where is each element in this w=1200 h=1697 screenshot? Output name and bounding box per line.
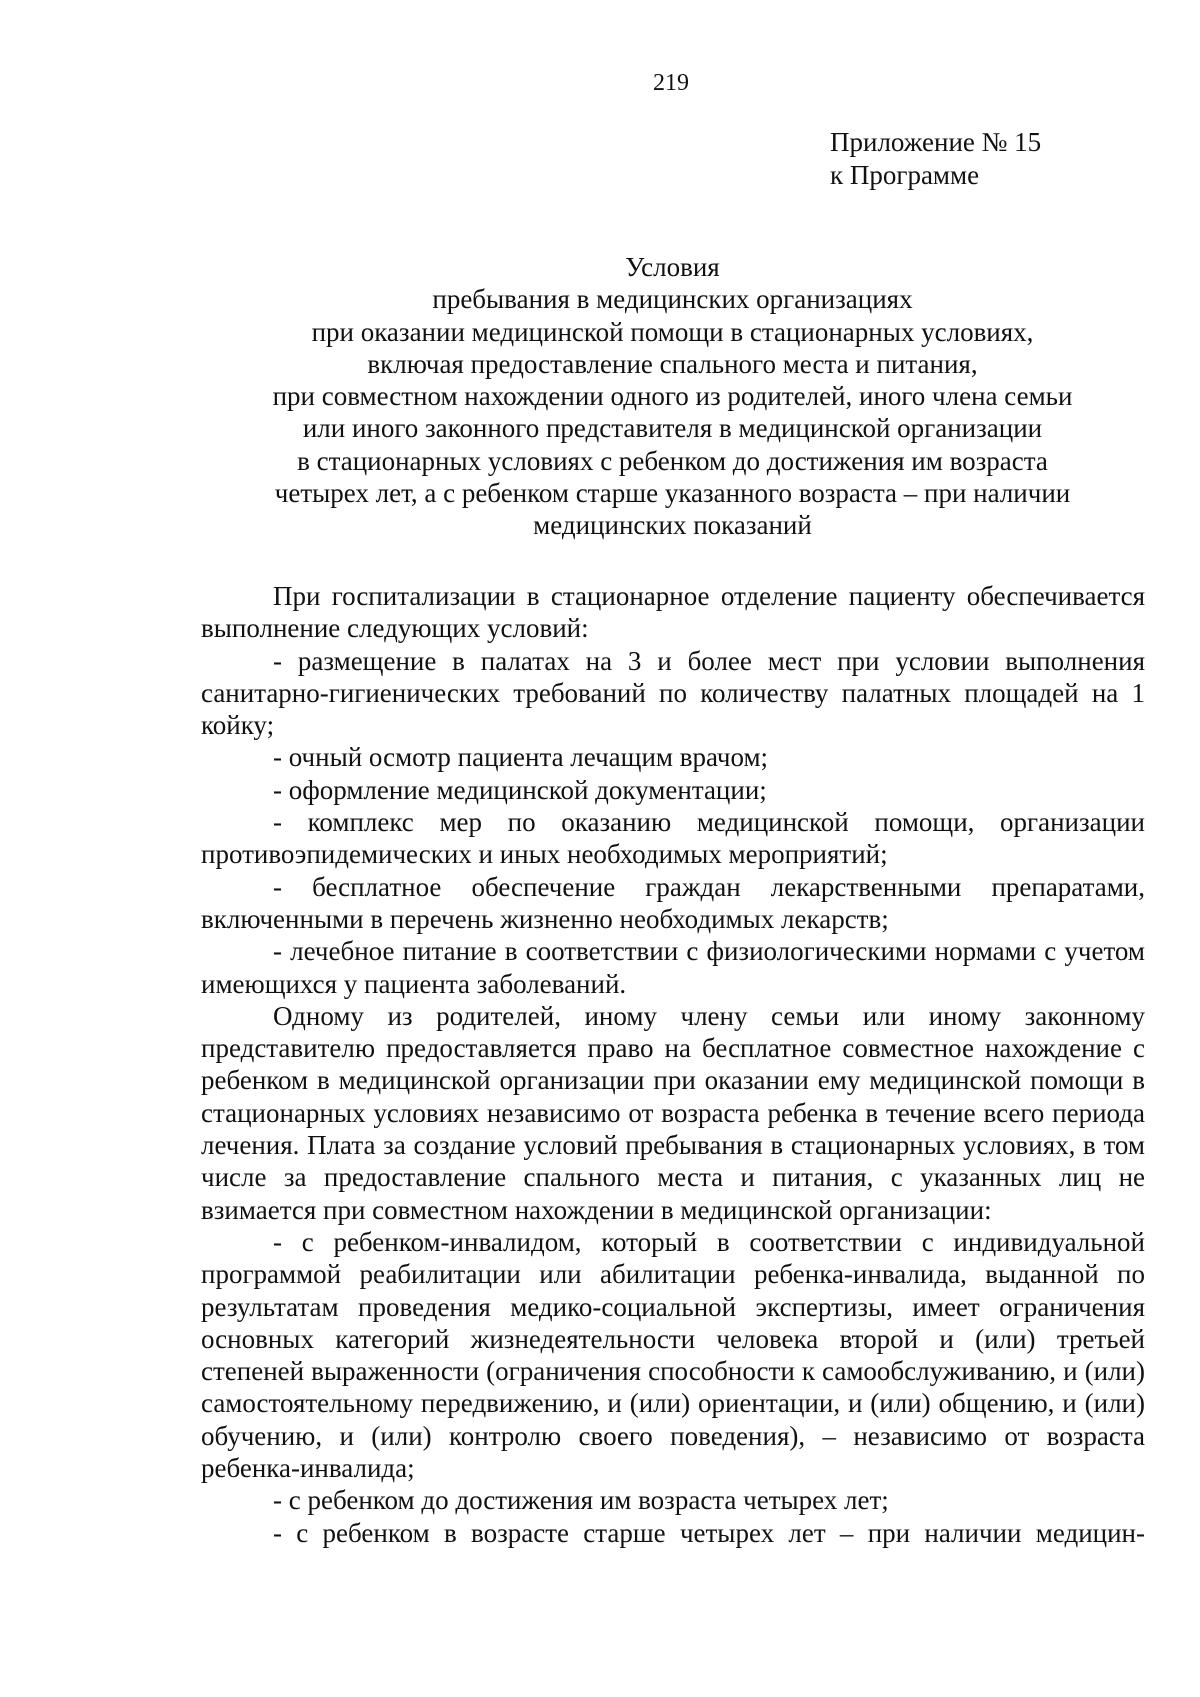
appendix-reference [830, 126, 1041, 192]
document-title [200, 251, 1145, 542]
title-line: четырех лет, а с ребенком старше указанного возраста – при наличии [274, 478, 1071, 509]
list-item-examination: - очный осмотр пациента лечащим врачом; [273, 742, 769, 773]
list-item-nutrition: - лечебное питание в соответствии с физиологическими нормами с учетом имеющихся у пациента заболеваний. [201, 936, 1145, 999]
title-line: в стационарных условиях с ребенком до достижения им возраста [297, 445, 1048, 476]
list-item-medicines: - бесплатное обеспечение граждан лекарственными препаратами, включенными в перечень жизненно необходимых лекарств; [201, 871, 1145, 934]
title-line: пребывания в медицинских организациях [432, 284, 913, 315]
list-item-child-under-four: - с ребенком до достижения им возраста четырех лет; [273, 1485, 889, 1516]
page-number: 219 [653, 70, 689, 96]
title-line: включая предоставление спального места и питания, [367, 348, 978, 379]
list-item-child-over-four: - с ребенком в возрасте старше четырех лет – при наличии медицин- [273, 1517, 1145, 1548]
paragraph-parent-rights: Одному из родителей, иному члену семьи или иному законному представителю предоставляется право на бесплатное совместное нахождение с ребенком в медицинской организации при оказании ему медицинской помощи в стационарных условиях независимо от возраста ребенка в течение всего периода лечения. Плата за создание условий пребывания в стационарных условиях, в том числе за предоставление спального места и питания, с указанных лиц не взимается при совместном нахождении в медицинской организации: [201, 1000, 1145, 1225]
list-item-measures: - комплекс мер по оказанию медицинской помощи, организации противоэпидемических и иных необходимых мероприятий; [201, 807, 1145, 870]
title-line: медицинских показаний [533, 510, 812, 541]
title-line: при оказании медицинской помощи в стационарных условиях, [311, 316, 1034, 347]
list-item-disabled-child: - с ребенком-инвалидом, который в соответствии с индивидуальной программой реабилитации или абилитации ребенка-инвалида, выданной по результатам проведения медико-социальной экспертизы, имеет ограничения основных категорий жизнедеятельности человека второй и (или) третьей степеней выраженности (ограничения способности к самообслуживанию, и (или) самостоятельному передвижению, и (или) ориентации, и (или) общению, и (или) обучению, и (или) контролю своего поведения), – независимо от возраста ребенка-инвалида; [201, 1226, 1145, 1484]
title-line: при совместном нахождении одного из родителей, иного члена семьи [272, 381, 1073, 412]
appendix-number: Приложение № 15 [830, 127, 1042, 157]
appendix-program: к Программе [830, 160, 980, 190]
title-line: Условия [625, 252, 720, 282]
paragraph-intro: При госпитализации в стационарное отделение пациенту обеспечивается выполнение следующих условий: [201, 581, 1145, 644]
list-item-documentation: - оформление медицинской документации; [273, 774, 767, 805]
document-body [201, 580, 1145, 1549]
list-item-placement: - размещение в палатах на 3 и более мест при условии выполнения санитарно-гигиенических требований по количеству палатных площадей на 1 койку; [201, 645, 1145, 741]
title-line: или иного законного представителя в медицинской организации [302, 413, 1043, 444]
